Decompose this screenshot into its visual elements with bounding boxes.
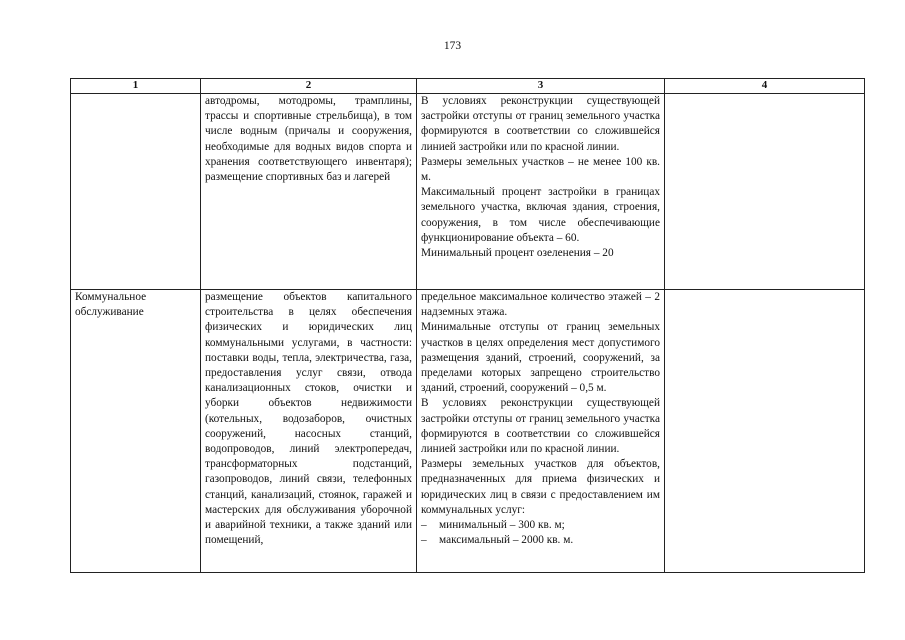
row2-notes-cell: [665, 290, 865, 573]
header-col-3: 3: [417, 79, 665, 94]
list-item: [421, 518, 660, 533]
header-col-2: 2: [201, 79, 417, 94]
row2-description-cell: [201, 290, 417, 573]
row2-use-type-cell: [71, 290, 201, 573]
header-col-4: 4: [665, 79, 865, 94]
row2-description-text: размещение объектов капитального строительства в целях обеспечения физических и юридических лиц коммунальными услугами, в частности: поставки воды, тепла, электричества, газа, предоставления услуг связи, отвода канализационных стоков, очистки и уборки объектов недвижимости (котельных, водозаборов, очистных сооружений, насосных станций, водопроводов, линий электропередач, трансформаторных подстанций, газопроводов, линий связи, телефонных станций, канализаций, стоянок, гаражей и мастерских для обслуживания уборочной и аварийной техники, а также зданий или помещений,: [205, 291, 412, 547]
regulations-table: [70, 78, 865, 573]
table-header-row: [71, 79, 865, 94]
table-row: [71, 290, 865, 573]
row2-param-3: В условиях реконструкции существующей застройки отступы от границ земельного участка формируются в соответствии со сложившейся линией застройки или по красной линии.: [421, 397, 660, 456]
row2-parameters-cell: [417, 290, 665, 573]
list-item-text: максимальный – 2000 кв. м.: [439, 534, 574, 547]
row1-description-text: автодромы, мотодромы, трамплины, трассы и спортивные стрельбища), в том числе водным (причалы и сооружения, необходимые для водных видов спорта и хранения соответствующего инвентаря); размещение спортивных баз и лагерей: [205, 95, 412, 184]
dash-marker: –: [421, 534, 427, 547]
row1-param-4: Минимальный процент озеленения – 20: [421, 247, 614, 260]
page-number: 173: [443, 40, 462, 52]
row2-param-2: Минимальные отступы от границ земельных участков в целях определения мест допустимого размещения зданий, строений, сооружений, за пределами которых запрещено строительство зданий, строений, сооружений – 0,5 м.: [421, 321, 660, 395]
table-row: [71, 94, 865, 290]
row1-param-3: Максимальный процент застройки в границах земельного участка, включая здания, строения, сооружения, в том числе обеспечивающие функционирование объекта – 60.: [421, 186, 660, 244]
row2-param-4: Размеры земельных участков для объектов, предназначенных для приема физических и юридических лиц в связи с предоставлением им коммунальных услуг:: [421, 458, 660, 516]
row2-param-1: предельное максимальное количество этажей – 2 надземных этажа.: [421, 291, 660, 319]
list-item: [421, 533, 660, 548]
dash-marker: –: [421, 519, 427, 532]
row1-parameters-cell: [417, 94, 665, 290]
row1-use-type-cell: [71, 94, 201, 290]
list-item-text: минимальный – 300 кв. м;: [439, 519, 565, 532]
row1-param-1: В условиях реконструкции существующей застройки отступы от границ земельного участка формируются в соответствии со сложившейся линией застройки или по красной линии.: [421, 95, 660, 153]
row1-notes-cell: [665, 94, 865, 290]
header-col-1: 1: [71, 79, 201, 94]
row1-param-2: Размеры земельных участков – не менее 100 кв. м.: [421, 155, 660, 184]
row2-use-type-text: Коммунальное обслуживание: [75, 291, 147, 319]
row1-description-cell: [201, 94, 417, 290]
